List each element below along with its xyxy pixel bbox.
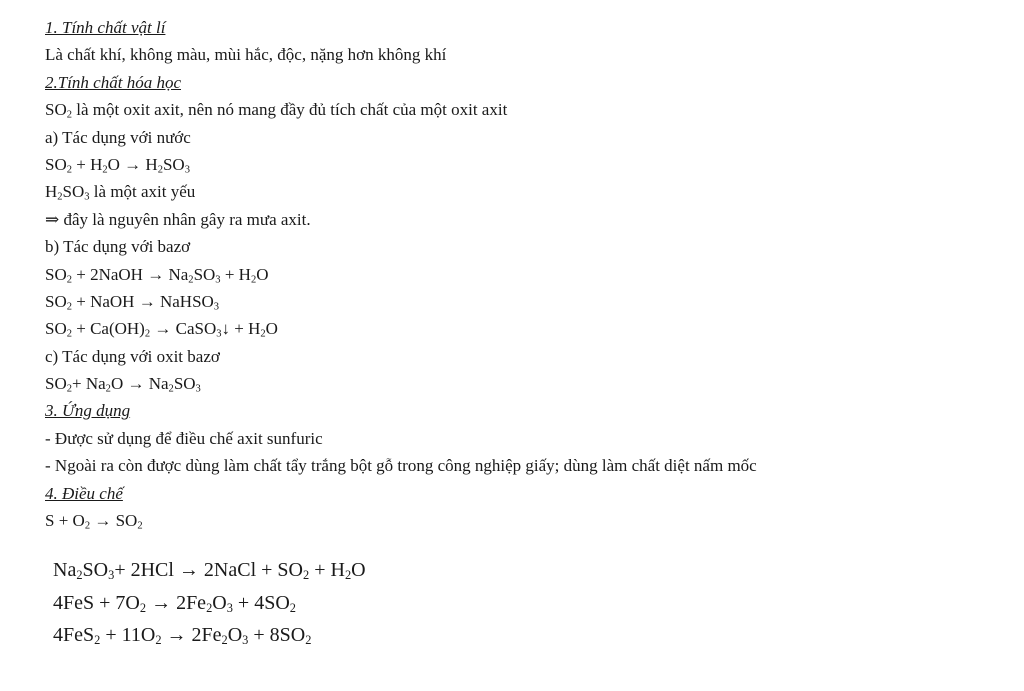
chemical-intro: $SO_2$ là một oxit axit, nên nó mang đầy đủ tích chất của một oxit axit [45,100,508,121]
equation-so2-naoh: $SO_2$ + NaOH → NaHSO$_3$ [45,291,220,313]
application-item-2: - Ngoài ra còn được dùng làm chất tẩy trắng bột gỗ trong công nghiệp giấy; dùng làm chất diệt nấm mốc [45,456,757,476]
spacer [45,534,1005,554]
equation-s-o2: $S + O_2 \to SO_2$ [45,511,143,532]
equation-so2-water: $SO_2 + H_2O \to H_2SO_3$ [45,154,190,176]
acid-note: $H_2SO_3$ là một axit yếu [45,182,196,203]
physical-properties-text: Là chất khí, không màu, mùi hắc, độc, nặng hơn không khí [45,45,447,65]
heading-chemical-properties: 2.Tính chất hóa học [45,72,181,92]
application-item-1: - Được sử dụng để điều chế axit sunfuric [45,428,323,448]
equation-fes2-o2: $4FeS_2 + 11O_2 \to 2Fe_2O_3 + 8SO_2$ [53,624,312,648]
equation-fes-o2: $4FeS + 7O_2 \to 2Fe_2O_3 + 4SO_2$ [53,591,296,616]
chemical-intro-text: là một oxit axit, nên nó mang đầy đủ tích chất của một oxit axit [72,100,508,120]
equation-so2-2naoh: $SO_2$ + 2NaOH → $Na_2SO_3 + H_2O$ [45,264,269,286]
heading-preparation: 4. Điều chế [45,483,123,503]
heading-applications: 3. Ứng dụng [45,401,131,421]
equation-so2-caoh2: $SO_2 + Ca(OH)_2$ → CaSO$_3$↓ + $H_2O$ [45,319,278,340]
reaction-water-label: a) Tác dụng với nước [45,127,191,147]
equation-so2-na2o: $SO_2+ Na_2O \to Na_2SO_3$ [45,374,201,395]
acid-note-text: là một axit yếu [89,182,196,202]
reaction-base-label: b) Tác dụng với bazơ [45,237,191,257]
equation-na2so3-hcl: $Na_2SO_3+ 2HCl$ → 2NaCl + $SO_2 + H_2O$ [53,559,366,583]
acid-rain-note: ⇒ đây là nguyên nhân gây ra mưa axit. [45,209,311,229]
reaction-basic-oxide-label: c) Tác dụng với oxit bazơ [45,346,220,366]
document [45,14,1005,652]
heading-physical-properties: 1. Tính chất vật lí [45,18,166,37]
